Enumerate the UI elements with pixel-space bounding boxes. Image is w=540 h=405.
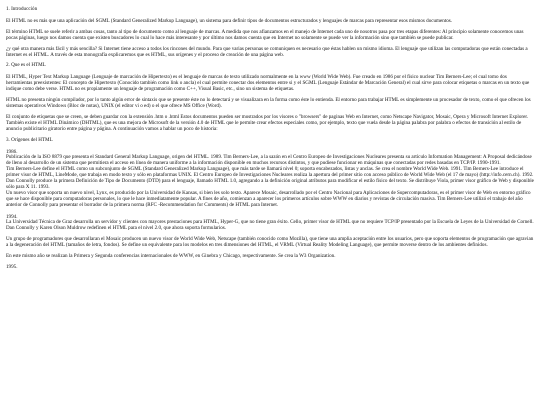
section-heading-origins: 3. Orígenes del HTML — [6, 136, 53, 143]
paragraph: El HTML, Hyper Text Markup Language (Lenguaje de marcación de Hipertexto) es el lenguaje de marcas de texto utilizado normalmente en la www (World Wide Web). Fue creado en 1986 por el físico nuclear Tim Berners-Lee; el cual tomo dos herramientas preexistentes: El concepto de Hipertexto (Conocido también como link o ancla) el cual permite conectar dos elementos entre si y el SGML (Lenguaje Estándar de Marcación General) el cual sirve para colocar etiquetas o marcas en un texto que indique como debe verse. HTML no es propiamente un lenguaje de programación como C++, Visual Basic, etc., sino un sistema de etiquetas. — [6, 74, 530, 93]
year-label-1986: 1986. — [6, 148, 18, 155]
history-line: Tim Berners-Lee define el HTML como un subconjunto de SGML (Standard Generalized Markup Language), que más tarde se llamará nivel 0; soporta encabezados, listas y anclas. Se crea el nombre World Wide Web. 1991. Tim Berners-Lee introduce el primer visor de HTML, LineMode, que trabaja en modo texto y sólo en plataformas UNIX. El Centro Europeo de Investigaciones Nucleares realiza la apertura del primer sitio con acceso público de World Wide Web (el 17 de mayo) (http://info.cern.ch). 1992. — [6, 166, 534, 179]
paragraph: ¿y qué otra manera más fácil y más sencilla? Si Internet tiene acceso a todos los rincones del mundo. Para que varias personas se comuniquen es necesario que éstas hablen un mismo idioma. El lenguaje que utilizan las computadoras que están conectadas a Internet es el HTML. A través de esta monografía explicaremos que es HTML, sus orígenes y el proceso de creación de una página web. — [6, 45, 528, 58]
paragraph: HTML no presenta ningún compilador, por lo tanto algún error de sintaxis que se presente éste no lo detectará y se visualizara en la forma como éste lo entienda. El entorno para trabajar HTML es simplemente un procesador de texto, como el que ofrecen los sistemas operativos Windows (Bloc de notas), UNIX (el editor vi o ed) o el que ofrece MS Office (Word). — [6, 97, 531, 109]
paragraph: La Universidad Técnica de Graz desarrolla un servidor y clientes con mayores prestaciones para HTML, Hyper-G, que no tiene gran éxito. Cello, primer visor de HTML que no requiere TCP/IP presentado por la Escuela de Leyes de la Universidad de Cornell. Dan Connolly y Karen Olson Muldrow redefinen el HTML para el nivel 2.0, que ahora soporta formularios. — [6, 219, 534, 232]
paragraph: El término HTML se suele referir a ambas cosas, tanto al tipo de documento como al lenguaje de marcas. A medida que nos afianzamos en el manejo de Internet cada uno de nosotros pasa por tres etapas diferentes: Al principio solamente conocemos unas pocas páginas, luego nos damos cuenta que existen buscadores lo cual lo hace más interesante y por último nos damos cuenta que en Internet no solamente se puede ver la información sino que también se puede publicar. — [6, 28, 524, 41]
history-line: Un nuevo visor que soporta un nuevo nivel, Lynx, es producido por la Universidad de Kansas, si bien les solo texto. Aparece Mosaic, desarrollado por el Centro Nacional para Aplicaciones de Supercomputadoras, es el primer visor de Web en entorno gráfico que se hace disponible para computadoras personales, lo que le hace inmediatamente popular. A fines de año, comienzan a aparecer los primeros artículos sobre WWW en diarios y revistas de circulación masiva. Tim Berners-Lee utilizó el trabajo del año anterior de Connolly para presentar el borrador de la primera norma (RFC -Recommendation for Comments) de HTML para Internet. — [6, 189, 531, 208]
year-label-1995: 1995. — [6, 264, 18, 270]
section-heading-introduction: 1. Introducción — [6, 6, 38, 12]
paragraph: El HTML no es más que una aplicación del SGML (Standard Generalized Markup Language), un sistema para definir tipos de documentos estructurados y lenguajes de marcas para representar esos mismos documentos. — [6, 17, 453, 24]
paragraph: Un grupo de programadores que desarrollaran el Mosaic producen un nuevo visor de World Wide Web, Netscape (también conocido como Mozilla), que tiene una amplia aceptación entre los usuarios, pero que soporta elementos de programación que agravian a la degeneración del HTML (tamaños de letra, fondos). Se define un equivalente para los modelos en tres dimensiones del HTML, el VRML (Virtual Reality Modeling Language), que permite moverse dentro de los ambientes definidos. — [6, 236, 534, 249]
history-line: Dan Connolly produce la primera Definición de Tipo de Documento (DTD) para el lenguaje, llamado HTML 1.0, agregando a la definición original atributos para modificar el estilo físico del texto. Se distribuye Viola, primer visor gráfico de Web y disponible sólo para X 11. 1993. — [6, 178, 534, 190]
history-line: Publicación de la ISO 8879 que presenta el Standard General Markup Language, origen del HTML. 1989. Tim Berners-Lee, a la sazón en el Centro Europeo de Investigaciones Nucleares presenta su artículo Information Management: A Proposal dedicándose de lleno al desarrollo de un sistema que permitiera el acceso en línea de manera uniforme a la información disponible en muchos recursos distintos, y que pudiese funcionar en máquinas que conectadas por redes basadas en TCP/IP. 1990-1991. — [6, 154, 532, 167]
section-heading-what-is-html: 2. Que es el HTML — [6, 62, 46, 69]
paragraph: El conjunto de etiquetas que se creen, se deben guardar con la extensión .htm o .html Estos documentos pueden ser mostrados por los visores o "browsers" de paginas Web en Internet, como Netscape Navigator, Mosaic, Opera y Microsoft Internet Explorer. También existe el HTML Dinámico (DHTML), que es una mejora de Microsoft de la versión 4.0 de HTML que le permite crear efectos especiales como, por ejemplo, texto que vuela desde la página palabra por palabra o efectos de transición al estilo de anuncio publicitario giratorio entre página y página. A continuación vamos a hablar un poco de historia: — [6, 113, 529, 132]
paragraph: En este mismo año se realizan la Primera y Segunda conferencias internacionales de WWW, en Ginebra y Chicago, respectivamente. Se crea la W3 Organization. — [6, 253, 336, 260]
year-label-1994: 1994. — [6, 213, 18, 220]
